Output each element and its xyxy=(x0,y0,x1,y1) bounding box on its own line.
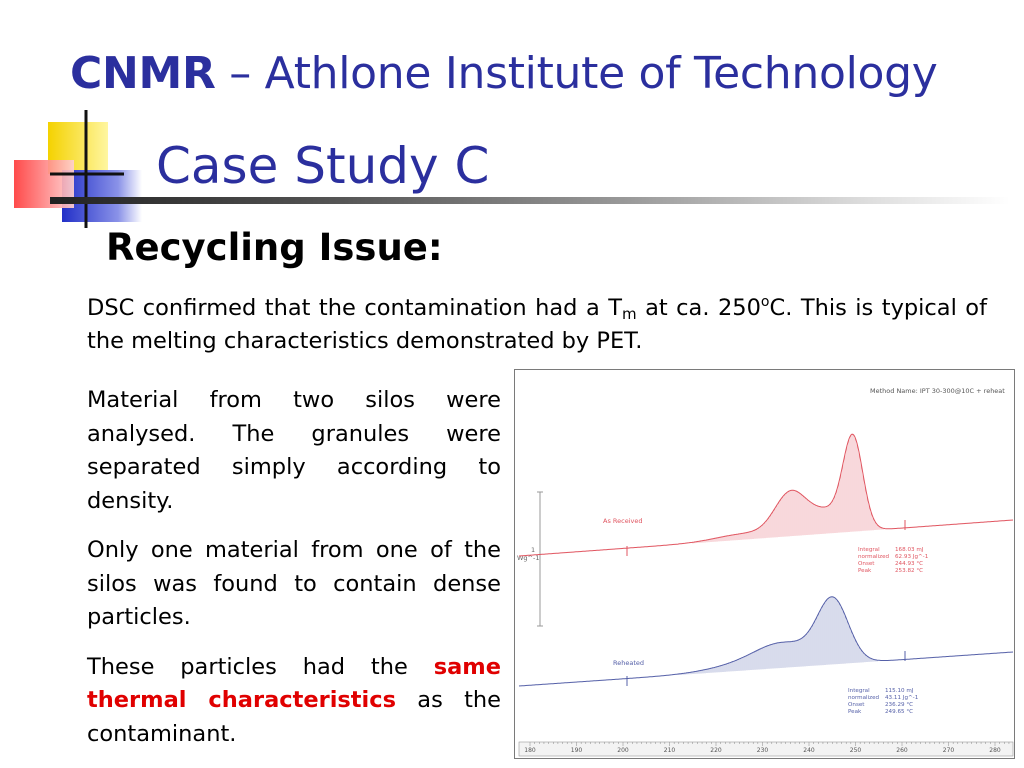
intro-text-3: C. This is typical of the melting characteristics demonstrated by PET. xyxy=(87,295,987,354)
method-name: Method Name: IPT 30-300@10C + reheat xyxy=(870,387,1005,395)
svg-text:43.11 Jg^-1: 43.11 Jg^-1 xyxy=(885,695,919,701)
reheated-results xyxy=(848,688,919,715)
x-tick-label: 180 xyxy=(524,747,536,754)
x-tick-label: 260 xyxy=(896,747,908,754)
title-bold: CNMR xyxy=(70,48,216,99)
svg-text:253.82 °C: 253.82 °C xyxy=(895,568,924,574)
as-received-label: As Received xyxy=(603,517,643,525)
section-heading: Recycling Issue: xyxy=(106,226,443,269)
svg-text:168.03 mJ: 168.03 mJ xyxy=(895,547,924,553)
intro-text-1: DSC confirmed that the contamination had a T xyxy=(87,295,622,321)
intro-paragraph xyxy=(87,292,987,358)
as-received-curve xyxy=(519,434,1013,556)
decorative-squares-logo xyxy=(0,100,200,240)
body-paragraph-3 xyxy=(87,651,501,752)
svg-text:Integral: Integral xyxy=(848,688,870,694)
dsc-plot xyxy=(515,370,1016,760)
svg-text:62.93 Jg^-1: 62.93 Jg^-1 xyxy=(895,554,929,560)
svg-text:Peak: Peak xyxy=(848,709,862,715)
x-tick-label: 240 xyxy=(803,747,815,754)
p3-highlight: same thermal characteristics xyxy=(87,653,501,713)
svg-text:normalized: normalized xyxy=(848,695,880,701)
x-tick-label: 220 xyxy=(710,747,722,754)
body-text-column xyxy=(87,384,501,767)
x-tick-label: 280 xyxy=(989,747,1001,754)
x-tick-label: 270 xyxy=(942,747,955,754)
intro-text-2: at ca. 250 xyxy=(636,295,761,321)
svg-text:Integral: Integral xyxy=(858,547,880,553)
svg-text:236.29 °C: 236.29 °C xyxy=(885,702,914,708)
title-rest: – Athlone Institute of Technology xyxy=(215,48,938,99)
svg-text:244.93 °C: 244.93 °C xyxy=(895,561,924,567)
x-tick-label: 230 xyxy=(756,747,769,754)
as-received-results xyxy=(858,547,929,574)
x-tick-label: 250 xyxy=(849,747,862,754)
p3-text-before: These particles had the xyxy=(87,653,434,680)
svg-text:normalized: normalized xyxy=(858,554,890,560)
as-received-peak-fill xyxy=(693,434,883,543)
y-label-units: Wg^-1 xyxy=(517,554,540,562)
intro-subscript: m xyxy=(621,305,637,323)
x-tick-label: 210 xyxy=(663,747,676,754)
p3-text-after: as the contaminant. xyxy=(87,687,501,747)
reheated-curve xyxy=(519,597,1013,686)
reheated-label: Reheated xyxy=(613,659,644,667)
svg-text:249.65 °C: 249.65 °C xyxy=(885,709,914,715)
reheated-peak-fill xyxy=(679,597,877,675)
slide-subtitle: Case Study C xyxy=(156,137,490,195)
x-tick-label: 200 xyxy=(617,747,629,754)
title-divider xyxy=(50,197,1010,204)
slide-title xyxy=(70,48,938,99)
intro-superscript: o xyxy=(760,294,770,310)
y-label-1: 1 xyxy=(531,546,536,554)
body-paragraph-1: Material from two silos were analysed. The granules were separated simply according to density. xyxy=(87,387,501,514)
svg-text:Onset: Onset xyxy=(848,702,865,708)
svg-text:Onset: Onset xyxy=(858,561,875,567)
dsc-thermogram-image xyxy=(514,369,1015,759)
svg-text:115.10 mJ: 115.10 mJ xyxy=(885,688,914,694)
x-tick-label: 190 xyxy=(570,747,583,754)
svg-text:Peak: Peak xyxy=(858,568,872,574)
body-paragraph-2: Only one material from one of the silos was found to contain dense particles. xyxy=(87,537,501,630)
